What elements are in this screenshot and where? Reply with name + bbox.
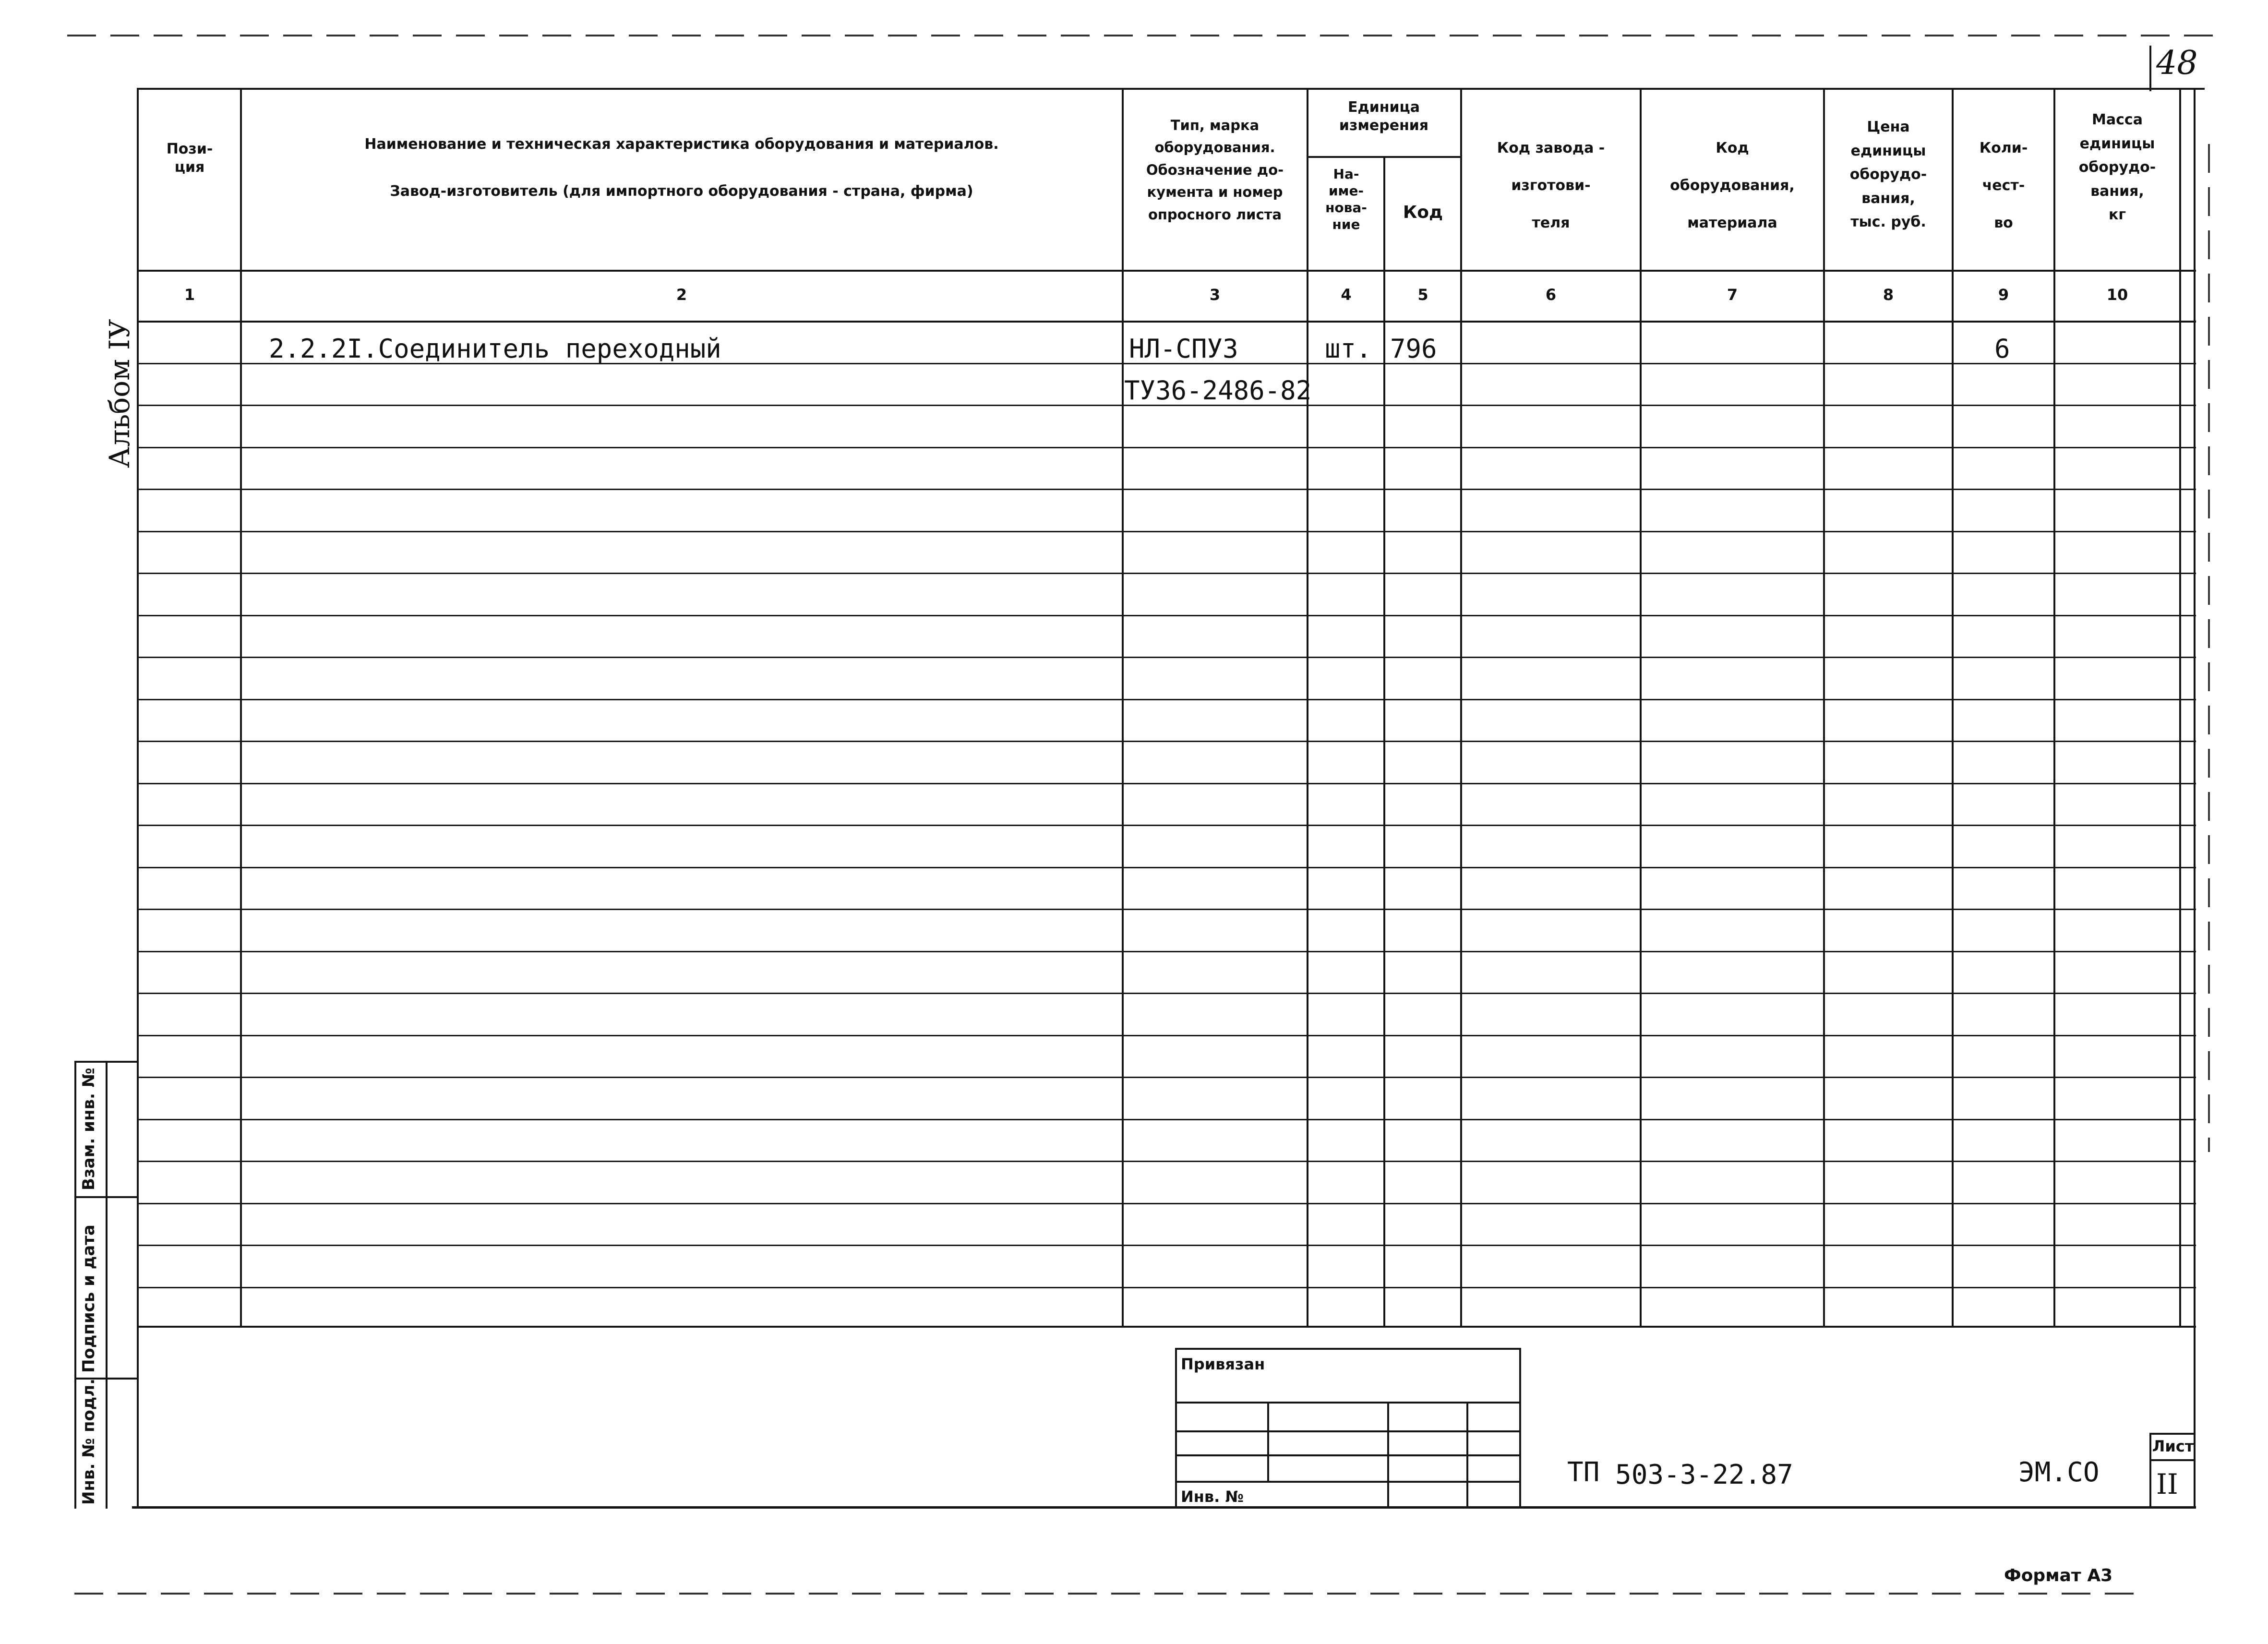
privyazan-div-3 bbox=[1466, 1402, 1468, 1508]
privyazan-label: Привязан bbox=[1181, 1355, 1265, 1373]
header-col-4: На- име- нова- ние bbox=[1325, 166, 1367, 232]
doc-number: 503-3-22.87 bbox=[1615, 1459, 1793, 1490]
colnum-1: 1 bbox=[184, 286, 195, 304]
header-col-8: Цена единицы оборудо- вания, тыс. руб. bbox=[1849, 119, 1927, 230]
row-line bbox=[137, 447, 2196, 448]
row-line bbox=[137, 867, 2196, 868]
inv-no-label: Инв. № bbox=[1181, 1488, 1244, 1506]
colnum-9: 9 bbox=[1998, 286, 2009, 304]
row-line bbox=[137, 951, 2196, 952]
privyazan-line-1 bbox=[1175, 1402, 1521, 1404]
stamp-sep-1 bbox=[74, 1196, 137, 1198]
frame-bottom-line bbox=[132, 1506, 2196, 1509]
privyazan-div-2 bbox=[1387, 1402, 1389, 1508]
row-1-unit: шт. bbox=[1325, 334, 1372, 364]
row-line bbox=[137, 699, 2196, 700]
row-line bbox=[137, 993, 2196, 994]
privyazan-left bbox=[1175, 1348, 1177, 1508]
privyazan-line-2 bbox=[1175, 1430, 1521, 1432]
doc-code: ЭМ.СО bbox=[2018, 1457, 2100, 1488]
album-label: Альбом IУ bbox=[103, 319, 136, 468]
colnum-3: 3 bbox=[1209, 286, 1221, 304]
format-label: Формат А3 bbox=[2004, 1566, 2113, 1585]
header-col-6: Код завода - изготови- теля bbox=[1497, 140, 1605, 231]
header-col-3: Тип, марка оборудования. Обозначение до- кумента и номер опросного листа bbox=[1146, 117, 1284, 223]
stamp-inner-line bbox=[106, 1061, 108, 1509]
stamp-outer-left bbox=[74, 1061, 76, 1509]
row-1-code: 796 bbox=[1390, 334, 1437, 364]
col-10-right-line bbox=[2179, 88, 2181, 1327]
row-line bbox=[137, 1161, 2196, 1162]
header-col-2-line-1: Наименование и техническая характеристика оборудования и материалов. bbox=[364, 136, 999, 153]
frame-right-border bbox=[2194, 88, 2196, 1508]
col-2-3-line bbox=[1122, 88, 1124, 1327]
col-5-6-line bbox=[1460, 88, 1462, 1327]
header-col-7: Код оборудования, материала bbox=[1670, 140, 1795, 231]
row-line bbox=[137, 783, 2196, 784]
table-bottom-line bbox=[137, 1326, 2196, 1328]
col-3-4-line bbox=[1307, 88, 1308, 1327]
page-number-box-left bbox=[2149, 46, 2151, 91]
row-line bbox=[137, 741, 2196, 742]
privyazan-div-1 bbox=[1267, 1402, 1269, 1481]
stamp-label-inv-podl: Инв. № подл. bbox=[79, 1378, 98, 1505]
row-line bbox=[137, 909, 2196, 910]
stamp-top bbox=[74, 1061, 137, 1063]
row-line bbox=[137, 489, 2196, 490]
sheet-label: Лист bbox=[2152, 1437, 2194, 1455]
colnum-4: 4 bbox=[1341, 286, 1352, 304]
row-line bbox=[137, 1077, 2196, 1078]
privyazan-right bbox=[1519, 1348, 1521, 1508]
header-col-2-line-2: Завод-изготовитель (для импортного оборудования - страна, фирма) bbox=[390, 183, 973, 200]
header-col-5: Код bbox=[1403, 203, 1443, 222]
col-6-7-line bbox=[1640, 88, 1642, 1327]
colnum-10: 10 bbox=[2106, 286, 2128, 304]
row-2-type: ТУ36-2486-82 bbox=[1124, 375, 1312, 406]
col-8-9-line bbox=[1952, 88, 1954, 1327]
colnum-2: 2 bbox=[676, 286, 687, 304]
header-col-9: Коли- чест- во bbox=[1979, 140, 2028, 231]
table-top-border bbox=[137, 88, 2205, 90]
header-bottom-line bbox=[137, 270, 2196, 272]
row-line bbox=[137, 1245, 2196, 1246]
row-line bbox=[137, 1203, 2196, 1204]
row-line bbox=[137, 1035, 2196, 1036]
stamp-label-podpis: Подпись и дата bbox=[79, 1224, 98, 1373]
row-1-qty: 6 bbox=[1994, 334, 2010, 364]
row-line bbox=[137, 615, 2196, 616]
colnum-7: 7 bbox=[1727, 286, 1738, 304]
row-1-type: НЛ-СПУЗ bbox=[1129, 334, 1238, 364]
row-line bbox=[137, 657, 2196, 658]
page-number: 48 bbox=[2156, 44, 2198, 82]
sheet-box-mid bbox=[2149, 1459, 2195, 1461]
sheet-box-top bbox=[2149, 1433, 2195, 1435]
top-dashed-border bbox=[67, 35, 2213, 36]
stamp-label-vzam: Взам. инв. № bbox=[79, 1068, 98, 1190]
privyazan-top bbox=[1175, 1348, 1521, 1350]
sheet-number: II bbox=[2156, 1468, 2178, 1500]
col-1-2-line bbox=[240, 88, 242, 1327]
colnum-6: 6 bbox=[1545, 286, 1557, 304]
col-9-10-line bbox=[2053, 88, 2055, 1327]
doc-prefix: ТП bbox=[1567, 1457, 1600, 1488]
row-line bbox=[137, 531, 2196, 532]
row-line bbox=[137, 825, 2196, 826]
col-7-8-line bbox=[1823, 88, 1825, 1327]
privyazan-line-3 bbox=[1175, 1454, 1521, 1456]
header-col-1: Пози- ция bbox=[166, 141, 213, 176]
colnum-bottom-line bbox=[137, 321, 2196, 323]
table-left-border bbox=[137, 88, 139, 1508]
colnum-5: 5 bbox=[1417, 286, 1428, 304]
header-units-group: Единица измерения bbox=[1339, 99, 1429, 134]
row-line bbox=[137, 1287, 2196, 1288]
row-1-name: 2.2.2I.Соединитель переходный bbox=[269, 334, 721, 364]
bottom-dashed-border bbox=[74, 1593, 2138, 1595]
row-line bbox=[137, 573, 2196, 574]
right-dashed-border bbox=[2208, 144, 2210, 1152]
row-line bbox=[137, 1119, 2196, 1120]
colnum-8: 8 bbox=[1883, 286, 1894, 304]
privyazan-line-4 bbox=[1175, 1481, 1521, 1483]
header-col-10: Масса единицы оборудо- вания, кг bbox=[2078, 111, 2156, 223]
